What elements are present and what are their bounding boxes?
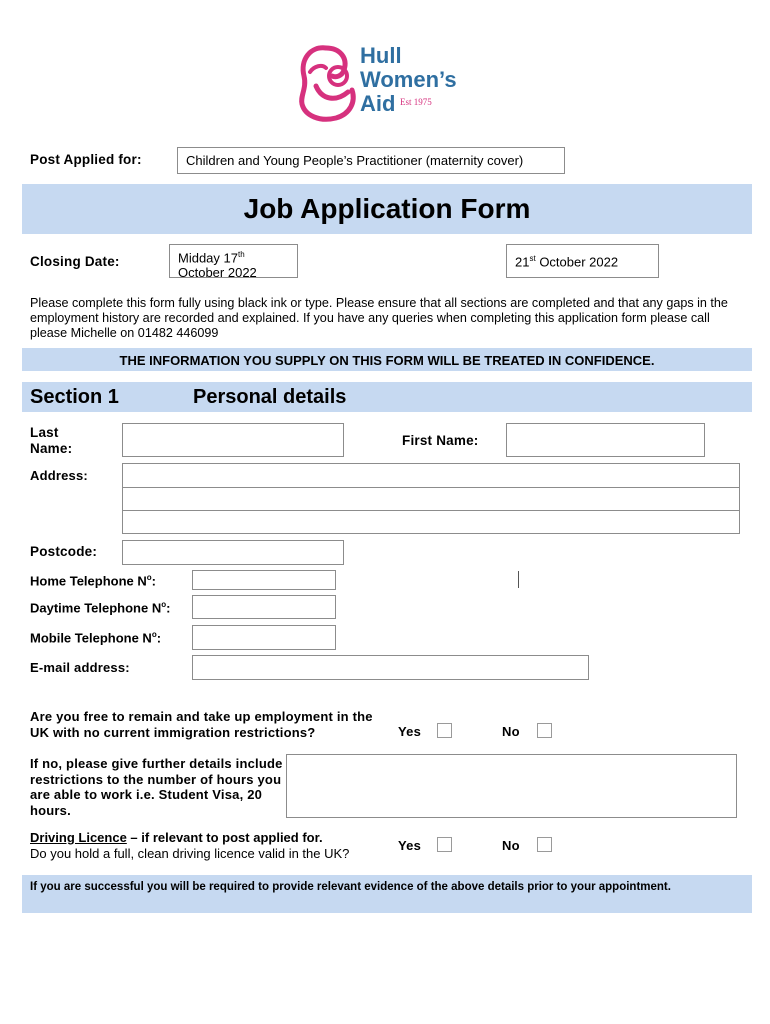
immigration-yes-label: Yes (398, 724, 422, 739)
immigration-yes-checkbox[interactable] (437, 723, 452, 738)
logo-mother-child-icon (296, 42, 360, 124)
driving-licence-title-text: Driving Licence (30, 830, 127, 845)
logo-est: Est 1975 (400, 97, 432, 107)
closing-date-rest: October 2022 (535, 254, 619, 270)
post-applied-label: Post Applied for: (30, 152, 142, 167)
address-line2-input[interactable] (122, 487, 740, 511)
intro-text: Please complete this form fully using black ink or type. Please ensure that all sections are completed and that any gaps in the employment history are recorded and explained. If you have any queries when completing this application form please call please Michelle on 01482 446099 (30, 296, 728, 340)
text-cursor (518, 571, 519, 588)
logo-text-hull: Hull (360, 43, 402, 68)
immigration-details-input[interactable] (286, 754, 737, 818)
first-name-input[interactable] (506, 423, 705, 457)
logo-text-aid: Aid (360, 91, 396, 116)
daytime-telephone-text: Daytime Telephone N (30, 600, 162, 616)
mobile-telephone-text: Mobile Telephone N (30, 630, 152, 646)
driving-licence-title-rest: – if relevant to post applied for. (126, 830, 323, 845)
home-telephone-input[interactable] (192, 570, 336, 590)
footer-note-text: If you are successful you will be required to provide relevant evidence of the above details prior to your appointment. (30, 881, 671, 893)
closing-time-sup: th (237, 250, 245, 259)
driving-yes-checkbox[interactable] (437, 837, 452, 852)
page-title: Job Application Form (243, 193, 531, 224)
immigration-question: Are you free to remain and take up employment in the UK with no current immigration restrictions? (30, 709, 373, 740)
address-line1-input[interactable] (122, 463, 740, 488)
closing-date-label: Closing Date: (30, 254, 120, 269)
closing-date-field[interactable] (506, 244, 659, 278)
daytime-telephone-label: Daytime Telephone $N^o$: (30, 600, 171, 616)
address-line3-input[interactable] (122, 510, 740, 534)
closing-time-field[interactable] (169, 244, 298, 281)
mobile-telephone-sup: o (151, 630, 157, 639)
postcode-input[interactable] (122, 540, 344, 565)
driving-no-checkbox[interactable] (537, 837, 552, 852)
home-telephone-label: Home Telephone $N^o$: (30, 573, 157, 589)
closing-date-day: 21 (515, 254, 530, 270)
immigration-no-label: No (502, 724, 520, 739)
driving-no-label: No (502, 838, 520, 853)
closing-time-line1: Midday 17 (178, 250, 238, 266)
email-label: E-mail address: (30, 660, 130, 675)
address-label: Address: (30, 468, 88, 483)
daytime-telephone-sup: o (161, 600, 167, 609)
section1-number: Section 1 (30, 386, 119, 408)
postcode-label: Postcode: (30, 544, 98, 559)
post-applied-value: Children and Young People’s Practitioner (maternity cover) (186, 153, 524, 168)
immigration-details-label: If no, please give further details include restrictions to the number of hours you are able to work i.e. Student Visa, 20 hours. (30, 756, 283, 818)
first-name-label: First Name: (402, 433, 479, 448)
last-name-input[interactable] (122, 423, 344, 457)
logo (296, 42, 476, 124)
mobile-telephone-label: Mobile Telephone $N^o$: (30, 630, 162, 646)
driving-yes-label: Yes (398, 838, 422, 853)
section1-title: Personal details (193, 386, 347, 408)
logo-text-womens: Women’s (360, 67, 457, 92)
mobile-telephone-input[interactable] (192, 625, 336, 650)
home-telephone-sup: o (146, 573, 152, 582)
immigration-no-checkbox[interactable] (537, 723, 552, 738)
last-name-label: Last Name: (30, 425, 73, 456)
closing-time-line2: October 2022 (178, 265, 257, 281)
post-applied-field[interactable] (177, 147, 565, 174)
confidence-text: THE INFORMATION YOU SUPPLY ON THIS FORM WILL BE TREATED IN CONFIDENCE. (119, 353, 655, 368)
home-telephone-text: Home Telephone N (30, 573, 147, 589)
closing-date-sup: st (529, 254, 536, 263)
daytime-telephone-input[interactable] (192, 595, 336, 619)
section1-band (22, 382, 752, 412)
email-input[interactable] (192, 655, 589, 680)
driving-licence-title (30, 830, 323, 845)
driving-licence-question: Do you hold a full, clean driving licence valid in the UK? (30, 846, 350, 861)
